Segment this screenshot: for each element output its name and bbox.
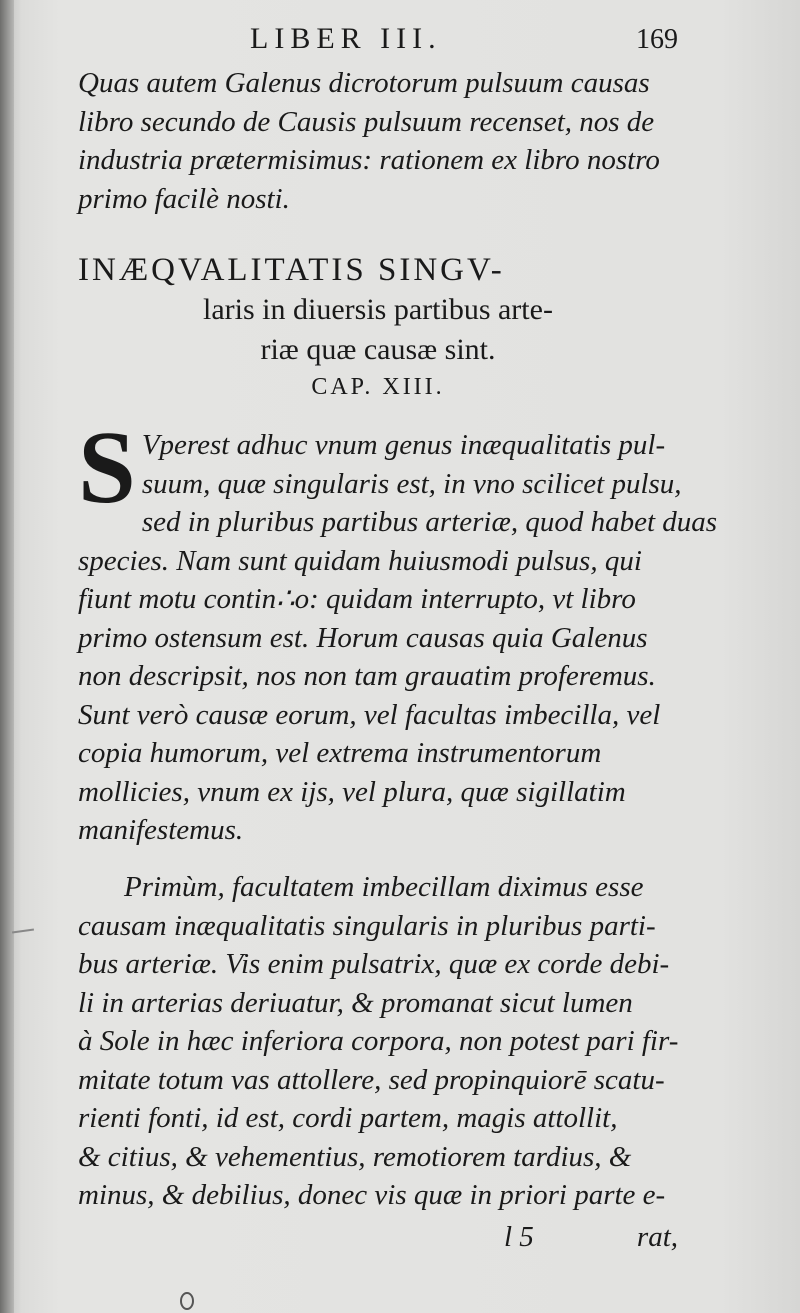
text-line: à Sole in hæc inferiora corpora, non potest pari fir- [78,1025,679,1057]
text-line: species. Nam sunt quidam huiusmodi pulsus, qui [78,544,642,577]
chapter-title-line-1: INÆQVALITATIS SINGV- [78,252,505,288]
text-line: libro secundo de Causis pulsuum recenset, nos de [78,105,655,138]
text-line: rienti fonti, id est, cordi partem, magis attollit, [78,1102,618,1134]
paper-speck [180,1292,194,1310]
text-line: & citius, & vehementius, remotiorem tardius, & [78,1140,632,1173]
text-line: minus, & debilius, donec vis quæ in priori parte e- [78,1179,666,1211]
drop-cap: S [78,410,136,525]
paragraph-2 [78,868,678,1215]
text-line: mitate totum vas attollere, sed propinquiorē scatu- [78,1063,665,1096]
chapter-heading [78,250,678,404]
text-line: causam inæqualitatis singularis in pluribus parti- [78,909,656,942]
text-line: non descripsit, nos non tam grauatim proferemus. [78,660,656,692]
text-line: Quas autem Galenus dicrotorum pulsuum causas [78,67,650,99]
text-line: primo facilè nosti. [78,182,290,215]
text-line: primo ostensum est. Horum causas quia Galenus [78,621,648,654]
chapter-title-line-3: riæ quæ causæ sint. [260,333,496,366]
page-gutter-shadow [0,0,14,1313]
text-line: industria prætermisimus: rationem ex libro nostro [78,144,660,176]
paragraph-1 [78,410,718,850]
margin-mark [12,928,34,933]
page-number: 169 [636,24,678,55]
running-head: LIBER III. [250,22,442,55]
text-line: li in arterias deriuatur, & promanat sicut lumen [78,986,633,1019]
page-header [78,22,678,62]
text-line: Sunt verò causæ eorum, vel facultas imbecilla, vel [78,698,661,731]
signature-mark: l 5 [504,1221,534,1253]
text-line: sed in pluribus partibus arteriæ, quod habet duas [141,506,718,538]
top-paragraph [78,64,678,218]
chapter-title-line-2: laris in diuersis partibus arte- [203,293,553,326]
text-line: Vperest adhuc vnum genus inæqualitatis pul- [141,429,666,461]
text-line: suum, quæ singularis est, in vno scilicet pulsu, [141,467,682,500]
text-line: copia humorum, vel extrema instrumentorum [78,737,602,769]
text-line: Primùm, facultatem imbecillam diximus esse [124,871,644,903]
catchword: rat, [636,1221,678,1253]
text-line: mollicies, vnum ex ijs, vel plura, quæ sigillatim [78,775,626,808]
text-line: fiunt motu contin∴o: quidam interrupto, vt libro [78,583,636,615]
text-line: manifestemus. [78,814,244,846]
page-footer [78,1218,678,1258]
text-line: bus arteriæ. Vis enim pulsatrix, quæ ex corde debi- [78,948,670,980]
chapter-number: CAP. XIII. [311,374,445,400]
